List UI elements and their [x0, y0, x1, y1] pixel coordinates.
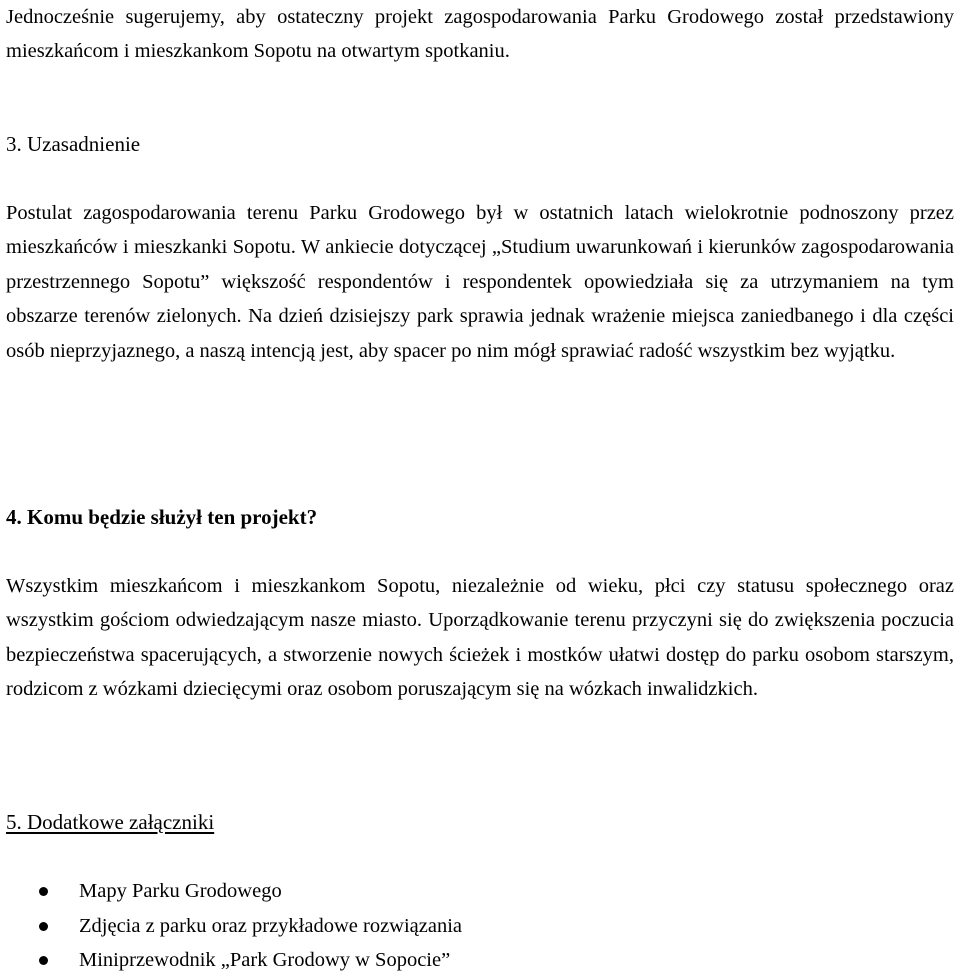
section-3-paragraph: Postulat zagospodarowania terenu Parku Grodowego był w ostatnich latach wielokrotnie podnoszony przez mieszkańców i mieszkanki Sopotu. W ankiecie dotyczącej „Studium uwarunkowań i kierunków zagospodarowania przestrzennego Sopotu” większość respondentów i respondentek opowiedziała się za utrzymaniem na tym obszarze terenów zielonych. Na dzień dzisiejszy park sprawia jednak wrażenie miejsca zaniedbanego i dla części osób nieprzyjaznego, a naszą intencją jest, aby spacer po nim mógł sprawiać radość wszystkim bez wyjątku. — [6, 202, 954, 362]
intro-paragraph: Jednocześnie sugerujemy, aby ostateczny projekt zagospodarowania Parku Grodowego został przedstawiony mieszkańcom i mieszkankom Sopotu na otwartym spotkaniu. — [6, 6, 954, 63]
list-item-label: Mapy Parku Grodowego — [79, 880, 282, 902]
section-4-heading: 4. Komu będzie służył ten projekt? — [6, 505, 318, 529]
bullet-icon — [39, 887, 48, 896]
section-4-paragraph: Wszystkim mieszkańcom i mieszkankom Sopotu, niezależnie od wieku, płci czy statusu społecznego oraz wszystkim gościom odwiedzającym nasze miasto. Uporządkowanie terenu przyczyni się do zwiększenia poczucia bezpieczeństwa spacerujących, a stworzenie nowych ścieżek i mostków ułatwi dostęp do parku osobom starszym, rodzicom z wózkami dziecięcymi oraz osobom poruszającym się na wózkach inwalidzkich. — [6, 575, 954, 701]
section-5-heading: 5. Dodatkowe załączniki — [6, 810, 215, 834]
bullet-icon — [39, 922, 48, 931]
list-item — [6, 943, 954, 978]
list-item — [6, 874, 954, 909]
bullet-icon — [39, 956, 48, 965]
list-item — [6, 909, 954, 944]
section-3-heading: 3. Uzasadnienie — [6, 132, 141, 156]
list-item-label: Zdjęcia z parku oraz przykładowe rozwiązania — [79, 914, 463, 937]
attachments-list — [6, 874, 954, 978]
list-item-label: Miniprzewodnik „Park Grodowy w Sopocie” — [79, 949, 451, 971]
